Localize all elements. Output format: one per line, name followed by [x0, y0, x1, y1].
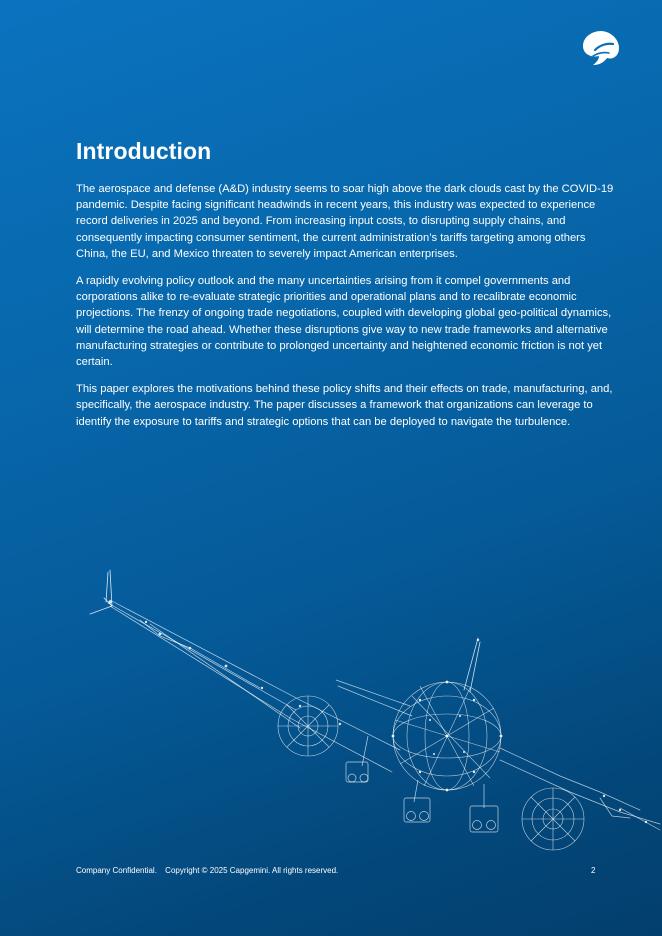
- paragraph: This paper explores the motivations behind these policy shifts and their effects on trade, manufacturing, and, specifically, the aerospace industry. The paper discusses a framework that organizations can leverage to identify the exposure to tariffs and strategic options that can be deployed to navigate the turbulence.: [76, 383, 613, 428]
- footer-copyright: [76, 866, 338, 875]
- capgemini-spade-icon: [580, 28, 622, 68]
- paragraph: The aerospace and defense (A&D) industry seems to soar high above the dark clouds cast by the COVID-19 pandemic. Despite facing significant headwinds in recent years, this industry was expected to experience record deliveries in 2025 and beyond. From increasing input costs, to disrupting supply chains, and consequently impacting consumer sentiment, the current administration’s tariffs targeting among others China, the EU, and Mexico threaten to severely impact American enterprises.: [76, 183, 614, 260]
- wireframe-airplane-icon: [0, 540, 662, 860]
- paragraph: A rapidly evolving policy outlook and the many uncertainties arising from it compel governments and corporations alike to re-evaluate strategic priorities and operational plans and to recalibrate economic projections. The frenzy of ongoing trade negotiations, coupled with developing global geo-political dynamics, will determine the road ahead. Whether these disruptions give way to new trade frameworks and alternative manufacturing strategies or contribute to prolonged uncertainty and heightened economic friction is not yet certain.: [76, 275, 612, 369]
- body-text: [76, 181, 616, 441]
- page-number: 2: [591, 866, 596, 875]
- footer-copyright-text: Copyright © 2025 Capgemini. All rights reserved.: [165, 866, 339, 875]
- page-title: Introduction: [76, 138, 212, 164]
- footer-confidential: Company Confidential.: [76, 866, 157, 875]
